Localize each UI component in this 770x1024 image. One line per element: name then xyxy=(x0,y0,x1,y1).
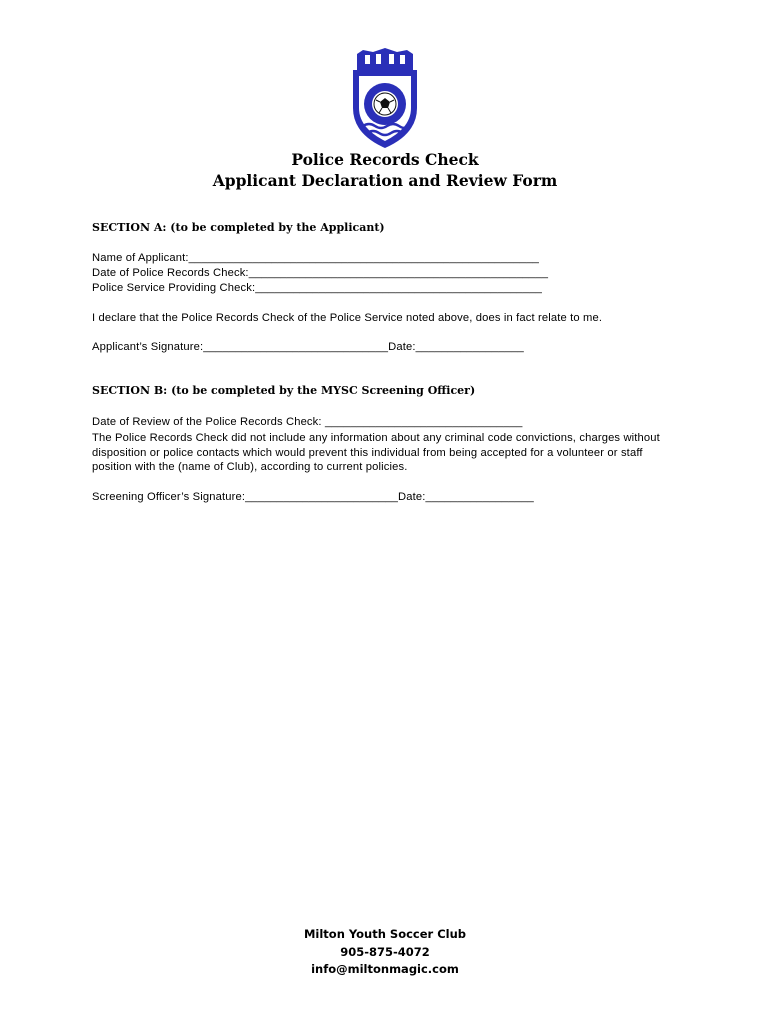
records-check-date-field[interactable]: Date of Police Records Check:_______________________________________________ xyxy=(92,267,549,279)
applicant-declaration: I declare that the Police Records Check of the Police Service noted above, does in fact relate to me. xyxy=(92,312,603,324)
footer-email[interactable]: info@miltonmagic.com xyxy=(311,962,459,976)
review-date-field[interactable]: Date of Review of the Police Records Check: _______________________________ xyxy=(92,416,523,428)
footer-club-name: Milton Youth Soccer Club xyxy=(303,927,467,941)
section-b-heading: SECTION B: (to be completed by the MYSC Screening Officer) xyxy=(92,384,476,397)
form-title-line-1: Police Records Check xyxy=(291,150,479,169)
screening-statement: The Police Records Check did not include any information about any criminal code convictions, charges without disposition or police contacts which would prevent this individual from being accepted for a volunteer or staff position with the (name of Club), according to current policies. xyxy=(92,432,660,474)
footer-phone: 905-875-4072 xyxy=(340,945,430,959)
police-service-field[interactable]: Police Service Providing Check:_____________________________________________ xyxy=(92,282,542,294)
section-a-heading: SECTION A: (to be completed by the Applicant) xyxy=(92,221,385,234)
officer-signature-field[interactable]: Screening Officer’s Signature:________________________Date:_________________ xyxy=(92,491,534,503)
club-crest-icon xyxy=(343,46,427,150)
form-title-line-2: Applicant Declaration and Review Form xyxy=(212,171,558,190)
applicant-signature-field[interactable]: Applicant’s Signature:_____________________________Date:_________________ xyxy=(92,341,524,353)
applicant-name-field[interactable]: Name of Applicant:_______________________________________________________ xyxy=(92,252,540,264)
